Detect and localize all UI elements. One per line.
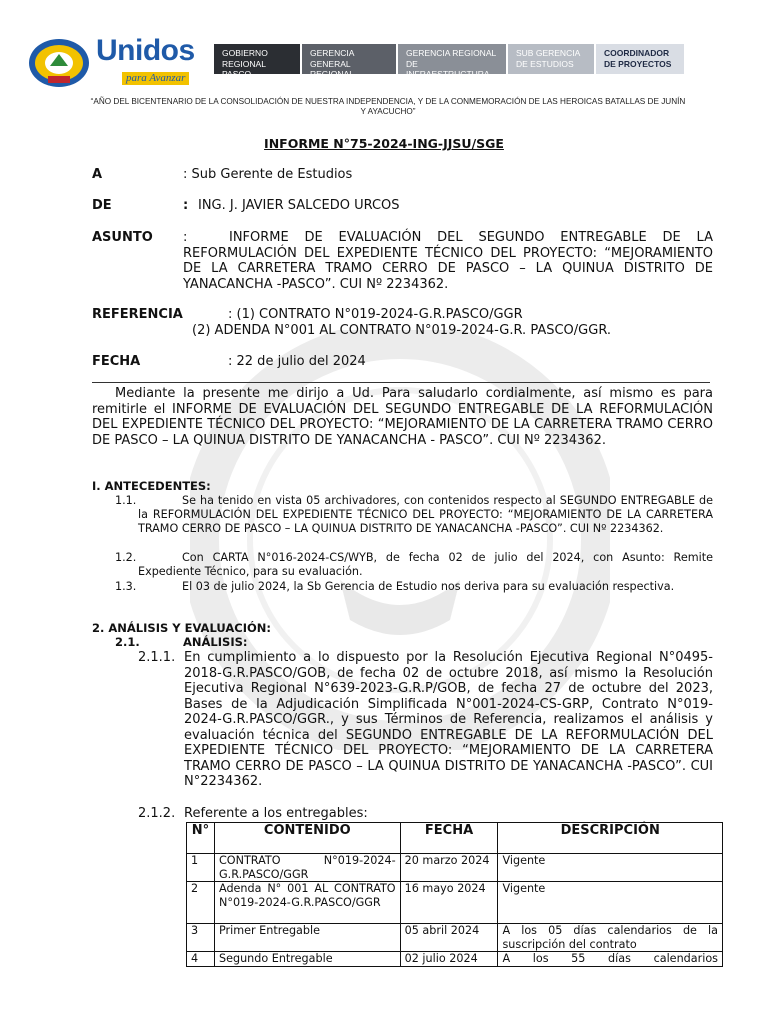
item-1-2-text: Con CARTA N°016-2024-CS/WYB, de fecha 02 de julio del 2024, con Asunto: Remite Expediente Técnico, para su evaluación. — [138, 551, 713, 578]
header-box-gobierno: GOBIERNO REGIONAL PASCO — [214, 44, 300, 74]
table-row — [187, 952, 723, 967]
table-cell: Adenda N° 001 AL CONTRATO N°019-2024-G.R.PASCO/GGR — [214, 882, 400, 924]
field-de-label: DE — [92, 198, 112, 213]
deliverables-table — [186, 822, 723, 967]
table-cell: 02 julio 2024 — [400, 952, 498, 967]
table-cell: 16 mayo 2024 — [400, 882, 498, 924]
table-cell: 3 — [187, 924, 215, 952]
field-referencia-1: : (1) CONTRATO N°019-2024-G.R.PASCO/GGR — [228, 307, 523, 322]
item-1-2-number: 1.2. — [115, 551, 137, 564]
column-header-contenido: CONTENIDO — [214, 823, 400, 854]
header-box-coordinador: COORDINADOR DE PROYECTOS — [596, 44, 684, 74]
separator-line — [92, 382, 710, 383]
intro-paragraph: Mediante la presente me dirijo a Ud. Para saludarlo cordialmente, así mismo es para remitirle el INFORME DE EVALUACIÓN DEL SEGUNDO ENTREGABLE DE LA REFORMULACIÓN DEL EXPEDIENTE TÉCNICO DEL PROYECTO: “MEJORAMIENTO DE LA CARRETERA TRAMO CERRO DE PASCO – LA QUINUA DISTRITO DE YANACANCHA - PASCO”. CUI Nº 2234362. — [92, 386, 713, 448]
field-a-value: : Sub Gerente de Estudios — [183, 167, 353, 182]
column-header-number: N° — [187, 823, 215, 854]
table-cell: Vigente — [498, 882, 723, 924]
paragraph-2-1-1-number: 2.1.1. — [138, 650, 176, 665]
field-asunto-colon: : — [183, 230, 188, 245]
table-cell: CONTRATO N°019-2024-G.R.PASCO/GGR — [214, 854, 400, 882]
subsection-2-1-heading: ANÁLISIS: — [183, 635, 248, 649]
field-referencia-2: (2) ADENDA N°001 AL CONTRATO N°019-2024-G.R. PASCO/GGR. — [192, 323, 612, 338]
field-de-colon: : — [183, 198, 189, 213]
column-header-fecha: FECHA — [400, 823, 498, 854]
section-analisis-heading: 2. ANÁLISIS Y EVALUACIÓN: — [92, 621, 271, 635]
field-asunto-label: ASUNTO — [92, 230, 153, 245]
header-box-estudios: SUB GERENCIA DE ESTUDIOS — [508, 44, 594, 74]
field-fecha-value: : 22 de julio del 2024 — [228, 354, 366, 369]
paragraph-2-1-2-text: Referente a los entregables: — [184, 806, 368, 821]
regional-seal-logo — [28, 38, 90, 88]
table-cell: 05 abril 2024 — [400, 924, 498, 952]
year-motto: “AÑO DEL BICENTENARIO DE LA CONSOLIDACIÓN DE NUESTRA INDEPENDENCIA, Y DE LA CONMEMORACIÓN DE LAS HEROICAS BATALLAS DE JUNÍN Y AYACUCHO” — [90, 97, 686, 116]
table-row — [187, 854, 723, 882]
table-cell: Primer Entregable — [214, 924, 400, 952]
item-1-3-text: El 03 de julio 2024, la Sb Gerencia de Estudio nos deriva para su evaluación respectiva. — [182, 580, 675, 593]
item-1-3-number: 1.3. — [115, 580, 137, 593]
table-cell: Segundo Entregable — [214, 952, 400, 967]
field-referencia-label: REFERENCIA — [92, 307, 183, 322]
paragraph-2-1-2-number: 2.1.2. — [138, 806, 176, 821]
field-fecha-label: FECHA — [92, 354, 141, 369]
table-cell: 2 — [187, 882, 215, 924]
subsection-2-1-number: 2.1. — [115, 635, 140, 649]
field-de-value: ING. J. JAVIER SALCEDO URCOS — [198, 198, 400, 213]
table-cell: 1 — [187, 854, 215, 882]
item-1-1-text: Se ha tenido en vista 05 archivadores, con contenidos respecto al SEGUNDO ENTREGABLE de la REFORMULACIÓN DEL EXPEDIENTE TÉCNICO DEL PROYECTO: “MEJORAMIENTO DE LA CARRETERA TRAMO CERRO DE PASCO – LA QUINUA DISTRITO DE YANACANCHA -PASCO”. CUI Nº 2234362. — [138, 494, 713, 535]
table-cell: Vigente — [498, 854, 723, 882]
paragraph-2-1-1-text: En cumplimiento a lo dispuesto por la Resolución Ejecutiva Regional N°0495-2018-G.R.PASCO/GOB, de fecha 02 de octubre 2018, así mismo la Resolución Ejecutiva Regional N°639-2023-G.R.P/GOB, de fecha 27 de octubre del 2023, Bases de la Adjudicación Simplificada N°001-2024-CS-GRP, Contrato N°019-2024-G.R.PASCO/GGR., y sus Términos de Referencia, realizamos el análisis y evaluación técnica del SEGUNDO ENTREGABLE DE LA REFORMULACIÓN DEL EXPEDIENTE TÉCNICO DEL PROYECTO: “MEJORAMIENTO DE LA CARRETERA TRAMO CERRO DE PASCO – LA QUINUA DISTRITO DE YANACANCHA -PASCO”. CUI N°2234362. — [184, 650, 713, 789]
table-cell: A los 55 días calendarios — [498, 952, 723, 967]
table-header-row — [187, 823, 723, 854]
brand-sub-text: para Avanzar — [122, 72, 189, 85]
table-cell: 4 — [187, 952, 215, 967]
table-cell: A los 05 días calendarios de la suscripción del contrato — [498, 924, 723, 952]
item-1-1-number: 1.1. — [115, 494, 137, 507]
table-row — [187, 924, 723, 952]
field-asunto-value: INFORME DE EVALUACIÓN DEL SEGUNDO ENTREGABLE DE LA REFORMULACIÓN DEL EXPEDIENTE TÉCNICO DEL PROYECTO: “MEJORAMIENTO DE LA CARRETERA TRAMO CERRO DE PASCO – LA QUINUA DISTRITO DE YANACANCHA -PASCO”. CUI Nº 2234362. — [183, 230, 713, 292]
header-box-infraestructura: GERENCIA REGIONAL DE INFRAESTRUCTURA — [398, 44, 506, 74]
brand-main-text: Unidos — [96, 34, 195, 67]
table-cell: 20 marzo 2024 — [400, 854, 498, 882]
table-row — [187, 882, 723, 924]
field-a-label: A — [92, 167, 103, 182]
brand-logo — [96, 34, 206, 84]
section-antecedentes-heading: I. ANTECEDENTES: — [92, 479, 211, 493]
column-header-descripcion: DESCRIPCIÓN — [498, 823, 723, 854]
header-box-gerencia-general: GERENCIA GENERAL REGIONAL — [302, 44, 396, 74]
report-title: INFORME N°75-2024-ING-JJSU/SGE — [264, 136, 504, 151]
